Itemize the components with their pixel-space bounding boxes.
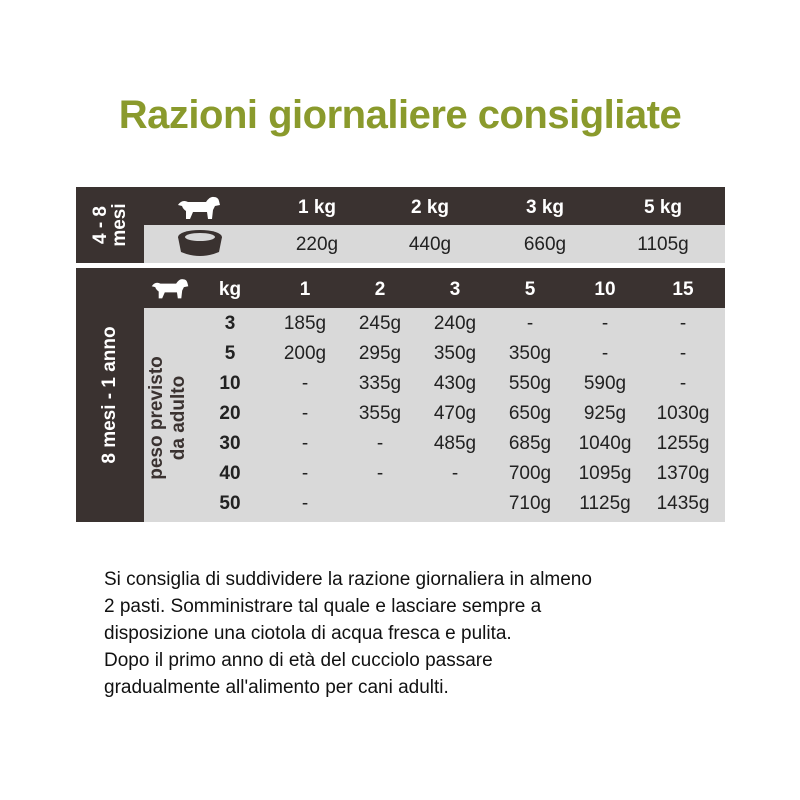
adult-weight-label-line2: da adulto xyxy=(168,375,189,461)
section2-ration-value: - xyxy=(301,403,309,424)
adult-weight-kg: 5 xyxy=(224,343,236,364)
section2-ration-value: 355g xyxy=(358,403,402,424)
section2-ration-value: 430g xyxy=(433,373,477,394)
section2-ration-value: 1095g xyxy=(578,463,632,484)
note-line: Si consiglia di suddividere la razione giornaliera in almeno xyxy=(104,569,592,590)
section2-ration-value: - xyxy=(376,433,384,454)
section2-ration-value: - xyxy=(601,313,609,334)
dog-icon xyxy=(150,275,190,301)
age-month-column-header: 15 xyxy=(672,279,694,300)
section2-ration-value: 1040g xyxy=(578,433,632,454)
section2-ration-value: 185g xyxy=(283,313,327,334)
section2-ration-value: 1435g xyxy=(656,493,710,514)
section2-ration-value: 350g xyxy=(508,343,552,364)
section2-ration-value: 295g xyxy=(358,343,402,364)
note-line: gradualmente all'alimento per cani adulti. xyxy=(104,677,449,698)
section1-ration-value: 440g xyxy=(408,234,452,255)
section1-age-label xyxy=(91,203,129,246)
section2-ration-value: - xyxy=(451,463,459,484)
section1-weight-header: 5 kg xyxy=(643,197,683,218)
section2-ration-value: 925g xyxy=(583,403,627,424)
section2-ration-value: 1125g xyxy=(579,493,631,514)
section1-ration-value: 660g xyxy=(523,234,567,255)
section2-ration-value: - xyxy=(679,373,687,394)
section2-ration-value: 590g xyxy=(583,373,627,394)
age-month-column-header: 1 xyxy=(299,279,311,300)
feeding-note xyxy=(104,566,744,701)
adult-weight-kg: 50 xyxy=(219,493,241,514)
section1-ration-value: 1105g xyxy=(637,234,689,255)
section2-ration-value: 485g xyxy=(433,433,477,454)
section2-ration-value: 1370g xyxy=(656,463,710,484)
section2-ration-value: 1255g xyxy=(656,433,710,454)
note-line: 2 pasti. Somministrare tal quale e lasciare sempre a xyxy=(104,596,542,617)
adult-weight-kg: 30 xyxy=(219,433,241,454)
section2-ration-value: 245g xyxy=(358,313,402,334)
section2-ration-value: 200g xyxy=(283,343,327,364)
section2-ration-value: 335g xyxy=(358,373,402,394)
section2-ration-value: - xyxy=(376,463,384,484)
age-month-column-header: 5 xyxy=(524,279,536,300)
section2-age-label: 8 mesi - 1 anno xyxy=(99,326,120,464)
section2-ration-value: 550g xyxy=(508,373,552,394)
section2-ration-value: 710g xyxy=(508,493,552,514)
kg-column-header: kg xyxy=(218,279,242,300)
note-line: Dopo il primo anno di età del cucciolo passare xyxy=(104,650,493,671)
section2-ration-value: 1030g xyxy=(656,403,710,424)
adult-weight-kg: 3 xyxy=(224,313,236,334)
section2-ration-value: - xyxy=(301,373,309,394)
section2-ration-value: - xyxy=(601,343,609,364)
age-month-column-header: 10 xyxy=(594,279,616,300)
adult-weight-kg: 40 xyxy=(219,463,241,484)
note-line: disposizione una ciotola di acqua fresca e pulita. xyxy=(104,623,512,644)
section2-ration-value: 685g xyxy=(508,433,552,454)
page-title: Razioni giornaliere consigliate xyxy=(118,93,682,137)
section1-weight-header: 2 kg xyxy=(410,197,450,218)
adult-weight-label-line1: peso previsto xyxy=(146,356,167,480)
adult-weight-kg: 10 xyxy=(219,373,241,394)
section2-ration-value: 350g xyxy=(433,343,477,364)
section2-ration-value: - xyxy=(526,313,534,334)
section1-weight-header: 3 kg xyxy=(525,197,565,218)
section1-ration-value: 220g xyxy=(295,234,339,255)
section2-ration-value: 240g xyxy=(433,313,477,334)
bowl-icon xyxy=(176,228,224,260)
section1-age-line2: mesi xyxy=(109,203,130,247)
section2-ration-value: 470g xyxy=(433,403,477,424)
section2-ration-value: - xyxy=(301,493,309,514)
section2-ration-value: 650g xyxy=(508,403,552,424)
section2-ration-value: - xyxy=(679,313,687,334)
section2-ration-value: - xyxy=(301,433,309,454)
adult-weight-kg: 20 xyxy=(219,403,241,424)
section1-age-line1: 4 - 8 xyxy=(90,205,111,245)
section2-ration-value: - xyxy=(679,343,687,364)
adult-weight-label xyxy=(146,356,190,480)
section1-weight-header: 1 kg xyxy=(297,197,337,218)
age-month-column-header: 3 xyxy=(449,279,461,300)
dog-icon xyxy=(176,193,222,221)
section2-ration-value: - xyxy=(301,463,309,484)
age-month-column-header: 2 xyxy=(374,279,386,300)
section2-ration-value: 700g xyxy=(508,463,552,484)
